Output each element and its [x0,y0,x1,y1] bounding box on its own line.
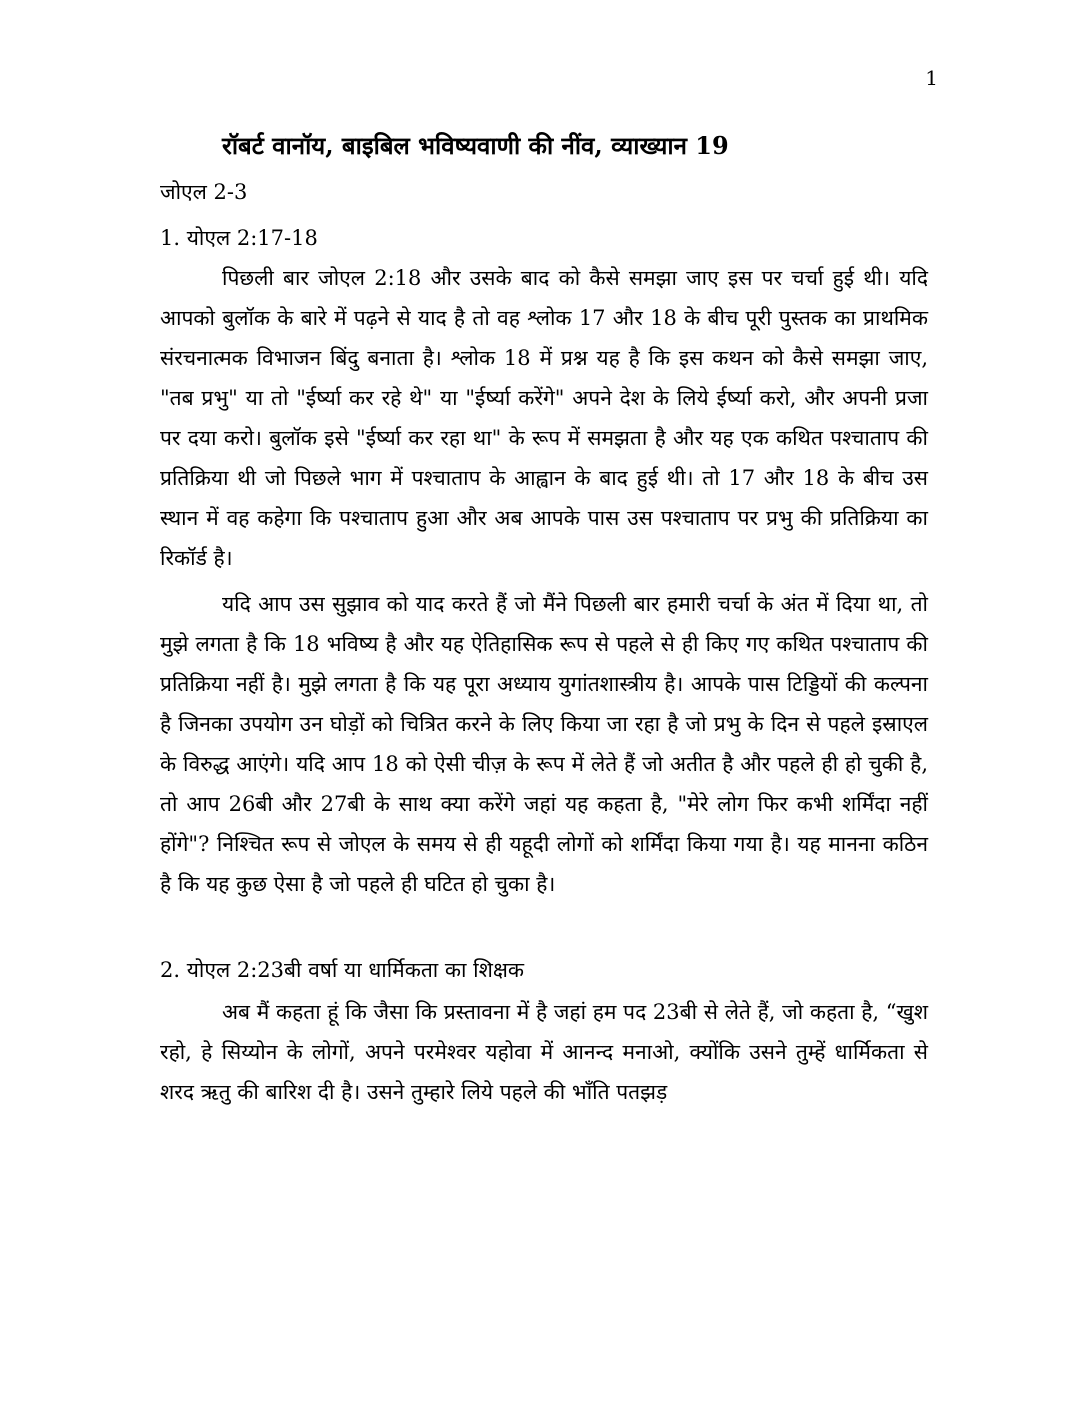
page-content [160,126,928,1112]
document-title: रॉबर्ट वानॉय, बाइबिल भविष्यवाणी की नींव, व्याख्यान 19 [222,131,729,160]
page-number: 1 [925,66,938,90]
paragraph: अब मैं कहता हूं कि जैसा कि प्रस्तावना में है जहां हम पद 23बी से लेते हैं, जो कहता है, “खुश रहो, हे सिय्योन के लोगों, अपने परमेश्वर यहोवा में आनन्द मनाओ, क्योंकि उसने तुम्हें धार्मिकता से शरद ऋतु की बारिश दी है। उसने तुम्हारे लिये पहले की भाँति पतझड़ [160,1000,928,1104]
section-heading: 1. योएल 2:17-18 [160,226,318,250]
section-1 [160,218,928,904]
document-subtitle: जोएल 2-3 [160,180,248,204]
section-heading: 2. योएल 2:23बी वर्षा या धार्मिकता का शिक्षक [160,958,525,982]
section-2 [160,950,928,1112]
paragraph: यदि आप उस सुझाव को याद करते हैं जो मैंने पिछली बार हमारी चर्चा के अंत में दिया था, तो मुझे लगता है कि 18 भविष्य है और यह ऐतिहासिक रूप से पहले से ही किए गए कथित पश्चाताप की प्रतिक्रिया नहीं है। मुझे लगता है कि यह पूरा अध्याय युगांतशास्त्रीय है। आपके पास टिड्डियों की कल्पना है जिनका उपयोग उन घोड़ों को चित्रित करने के लिए किया जा रहा है जो प्रभु के दिन से पहले इस्राएल के विरुद्ध आएंगे। यदि आप 18 को ऐसी चीज़ के रूप में लेते हैं जो अतीत है और पहले ही हो चुकी है, तो आप 26बी और 27बी के साथ क्या करेंगे जहां यह कहता है, "मेरे लोग फिर कभी शर्मिंदा नहीं होंगे"? निश्चित रूप से जोएल के समय से ही यहूदी लोगों को शर्मिंदा किया गया है। यह मानना कठिन है कि यह कुछ ऐसा है जो पहले ही घटित हो चुका है। [160,592,928,896]
paragraph: पिछली बार जोएल 2:18 और उसके बाद को कैसे समझा जाए इस पर चर्चा हुई थी। यदि आपको बुलॉक के बारे में पढ़ने से याद है तो वह श्लोक 17 और 18 के बीच पूरी पुस्तक का प्राथमिक संरचनात्मक विभाजन बिंदु बनाता है। श्लोक 18 में प्रश्न यह है कि इस कथन को कैसे समझा जाए, "तब प्रभु" या तो "ईर्ष्या कर रहे थे" या "ईर्ष्या करेंगे" अपने देश के लिये ईर्ष्या करो, और अपनी प्रजा पर दया करो। बुलॉक इसे "ईर्ष्या कर रहा था" के रूप में समझता है और यह एक कथित पश्चाताप की प्रतिक्रिया थी जो पिछले भाग में पश्चाताप के आह्वान के बाद हुई थी। तो 17 और 18 के बीच उस स्थान में वह कहेगा कि पश्चाताप हुआ और अब आपके पास उस पश्चाताप पर प्रभु की प्रतिक्रिया का रिकॉर्ड है। [160,266,928,570]
